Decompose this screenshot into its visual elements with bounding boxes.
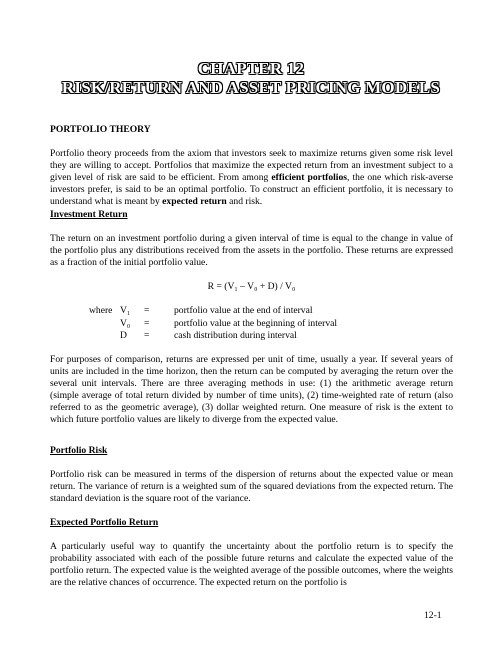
paragraph-averaging-methods: For purposes of comparison, returns are expressed per unit of time, usually a year. If several years of units are included in the time horizon, then the return can be computed by averaging the return over the several unit intervals. There are three averaging methods in use: (1) the arithmetic average return (simple average of total return divided by number of time units), (2) time-weighted rate of return (also referred to as the geometric average), (3) dollar weighted return. One measure of risk is the extent to which future portfolio values are likely to diverge from the expected value. (50, 353, 453, 426)
paragraph-expected-portfolio-return: A particularly useful way to quantify the uncertainty about the portfolio return is to specify the probability associated with each of the possible future returns and calculate the expected value of the portfolio return. The expected value is the weighted average of the possible outcomes, where the weights are the relative chances of occurrence. The expected return on the portfolio is (50, 541, 453, 589)
definition-row: where V₁ = portfolio value at the end of interval (89, 305, 313, 317)
chapter-title: RISK/RETURN AND ASSET PRICING MODELS (61, 78, 441, 97)
page-number: 12-1 (424, 610, 442, 621)
section-expected-portfolio-return (50, 517, 453, 589)
section-heading-investment-return: Investment Return (50, 209, 128, 220)
section-heading-portfolio-risk: Portfolio Risk (50, 445, 108, 456)
section-portfolio-theory (50, 124, 453, 209)
definition-row: D = cash distribution during interval (120, 329, 297, 341)
definitions-list (50, 305, 453, 341)
section-investment-return (50, 209, 453, 426)
paragraph-portfolio-risk: Portfolio risk can be measured in terms of the dispersion of returns about the expected value or mean return. The variance of return is a weighted sum of the squared deviations from the expected return. The standard deviation is the square root of the variance. (50, 469, 453, 505)
section-heading-portfolio-theory: PORTFOLIO THEORY (50, 124, 151, 135)
chapter-number: CHAPTER 12 (197, 59, 305, 78)
bold-efficient-portfolios: efficient portfolios (271, 172, 347, 184)
bold-expected-return: expected return (162, 196, 227, 208)
section-portfolio-risk (50, 445, 453, 505)
paragraph-investment-return: The return on an investment portfolio during a given interval of time is equal to the change in value of the portfolio plus any distributions received from the assets in the portfolio. These returns are expressed as a fraction of the initial portfolio value. (50, 233, 453, 269)
where-label: where (89, 305, 113, 317)
section-heading-expected-portfolio-return: Expected Portfolio Return (50, 517, 159, 528)
definition-row: V₀ = portfolio value at the beginning of interval (120, 317, 338, 329)
paragraph-portfolio-theory: Portfolio theory proceeds from the axiom that investors seek to maximize returns given some risk level they are willing to accept. Portfolios that maximize the expected return from an investment subject to a given level of risk are said to be efficient. From among efficient portfolios, the one which risk-averse investors prefer, is said to be an optimal portfolio. To construct an efficient portfolio, it is necessary to understand what is meant by expected return and risk. (50, 148, 453, 208)
return-formula: R = (V₁ – V₀ + D) / V₀ (207, 281, 296, 293)
